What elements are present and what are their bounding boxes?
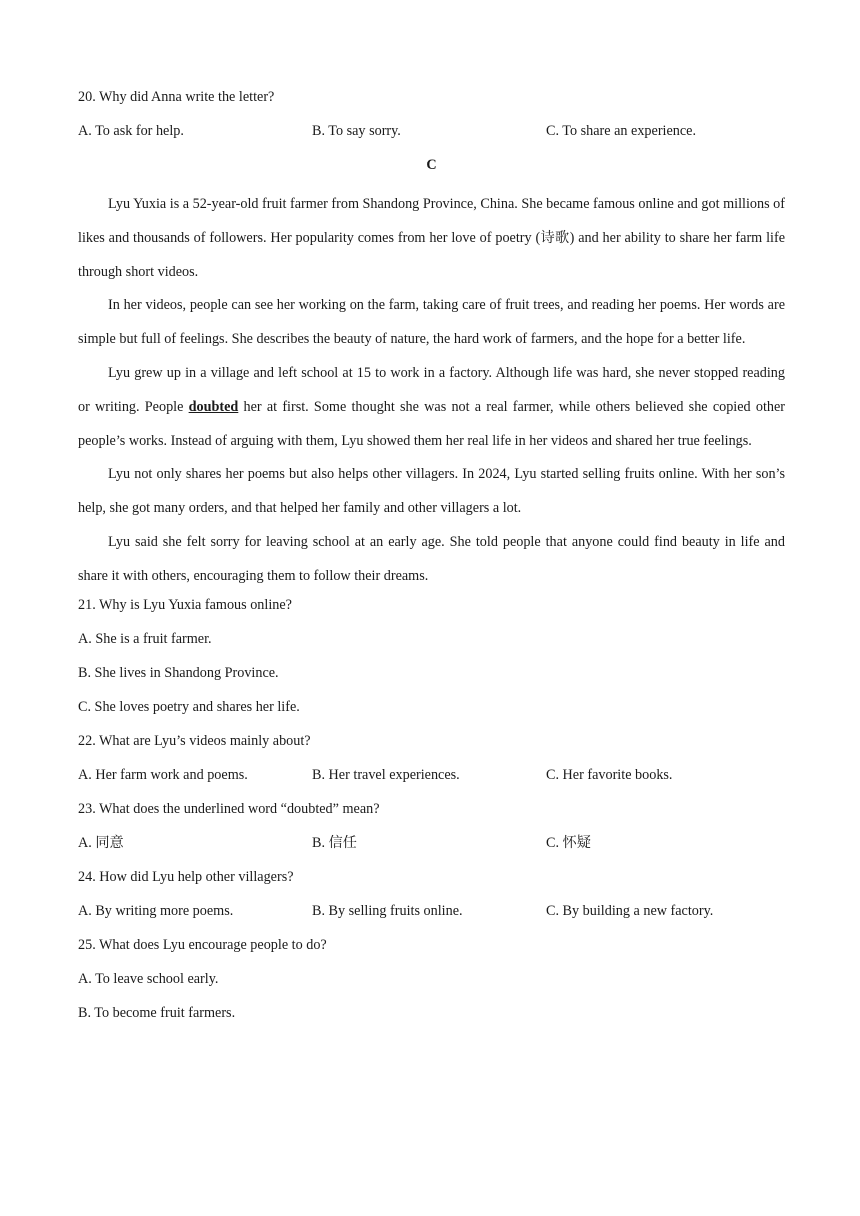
question-21-option-b: B. She lives in Shandong Province. (78, 664, 279, 681)
question-21-option-a: A. She is a fruit farmer. (78, 630, 212, 647)
question-24-options (78, 900, 785, 934)
question-25-option-b: B. To become fruit farmers. (78, 1004, 236, 1021)
passage-paragraph-3 (78, 357, 785, 458)
question-22-options (78, 764, 785, 798)
question-21-option-c: C. She loves poetry and shares her life. (78, 698, 300, 715)
option-b: B. Her travel experiences. (312, 766, 460, 783)
option-a: A. By writing more poems. (78, 902, 234, 919)
question-22: 22. What are Lyu’s videos mainly about? (78, 732, 311, 749)
passage-paragraph-2: In her videos, people can see her working on the farm, taking care of fruit trees, and reading her poems. Her words are simple but full of feelings. She describes the beauty of nature, the hard work of farmers, and the hope for a better life. (78, 297, 785, 348)
question-23: 23. What does the underlined word “doubted” mean? (78, 800, 380, 817)
question-21: 21. Why is Lyu Yuxia famous online? (78, 596, 292, 613)
passage-paragraph-5: Lyu said she felt sorry for leaving school at an early age. She told people that anyone could find beauty in life and share it with others, encouraging them to follow their dreams. (78, 533, 785, 584)
paragraph-3-text-start: Lyu grew up in a village and left school at 15 to work in a factory. Although life was hard, she never stopped reading or writing. People (78, 364, 785, 415)
section-heading: C (426, 157, 437, 173)
option-c: C. To share an experience. (546, 123, 697, 139)
question-24: 24. How did Lyu help other villagers? (78, 868, 294, 885)
option-c: C. 怀疑 (546, 834, 591, 851)
option-b: B. By selling fruits online. (312, 902, 463, 919)
passage-paragraph-1: Lyu Yuxia is a 52-year-old fruit farmer from Shandong Province, China. She became famous online and got millions of likes and thousands of followers. Her popularity comes from her love of poetry (诗歌) and her ability to share her farm life through short videos. (78, 196, 785, 280)
question-23-options (78, 832, 785, 866)
option-a: A. To ask for help. (78, 123, 184, 139)
passage-paragraph-4: Lyu not only shares her poems but also helps other villagers. In 2024, Lyu started selling fruits online. With her son’s help, she got many orders, and that helped her family and other villagers a lot. (78, 466, 785, 517)
question-25: 25. What does Lyu encourage people to do? (78, 936, 327, 953)
option-c: C. Her favorite books. (546, 766, 673, 783)
option-c: C. By building a new factory. (546, 902, 714, 919)
question-20-options (78, 120, 785, 154)
reading-passage (78, 188, 785, 594)
option-a: A. 同意 (78, 834, 124, 851)
question-25-option-a: A. To leave school early. (78, 970, 219, 987)
underlined-keyword: doubted (188, 398, 239, 415)
option-b: B. To say sorry. (312, 123, 401, 139)
question-20: 20. Why did Anna write the letter? (78, 89, 275, 105)
option-a: A. Her farm work and poems. (78, 766, 248, 783)
paragraph-3-text-end: her at first. Some thought she was not a real farmer, while others believed she copied other people’s works. Instead of arguing with them, Lyu showed them her real life in her videos and shared her true feelings. (78, 398, 786, 449)
page-content (78, 86, 785, 1036)
option-b: B. 信任 (312, 834, 357, 851)
